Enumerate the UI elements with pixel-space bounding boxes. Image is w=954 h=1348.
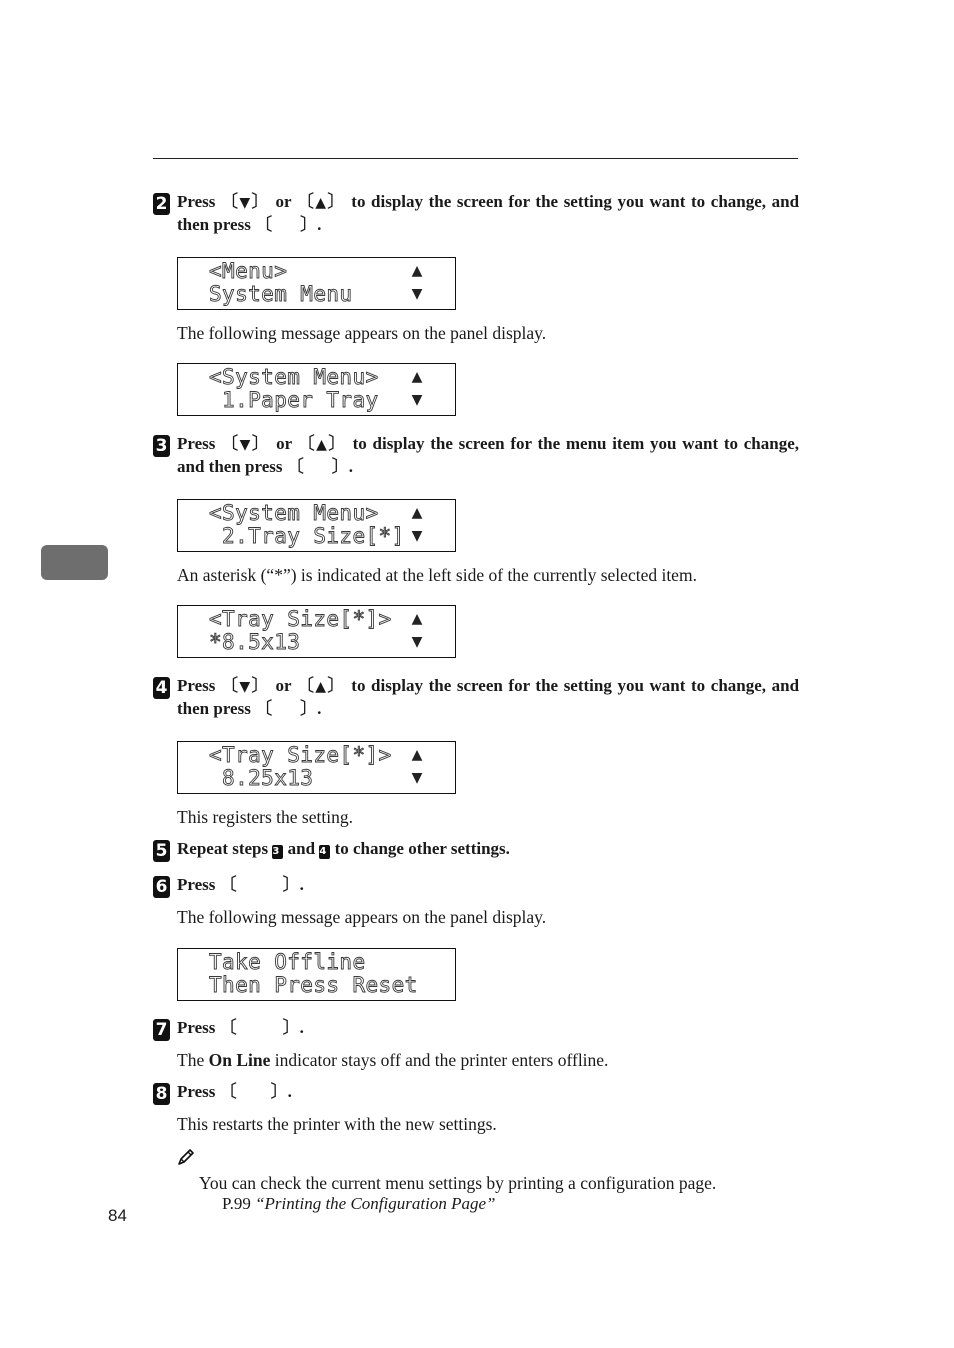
lcd-display-tray-size-item xyxy=(177,499,456,552)
pencil-note-icon xyxy=(176,1148,196,1168)
step-text: Repeat steps 3 and 4 to change other settings. xyxy=(177,839,510,858)
paragraph: An asterisk (“*”) is indicated at the left side of the currently selected item. xyxy=(177,565,697,585)
scroll-up-icon: ▲ xyxy=(411,747,423,763)
scroll-up-icon: ▲ xyxy=(411,611,423,627)
lcd-display-take-offline xyxy=(177,948,456,1001)
lcd-line-1: Take Offline xyxy=(209,950,366,974)
step-number: 5 xyxy=(153,840,170,862)
paragraph: The On Line indicator stays off and the printer enters offline. xyxy=(177,1050,609,1070)
up-key: ▲ xyxy=(315,679,328,695)
lcd-line-1: <Menu> xyxy=(209,259,288,283)
up-key: ▲ xyxy=(316,437,329,453)
reference-link[interactable] xyxy=(222,1193,782,1215)
paragraph: This registers the setting. xyxy=(177,807,353,827)
note-text: You can check the current menu settings by printing a configuration page. xyxy=(199,1173,717,1193)
step-ref-4: 4 xyxy=(319,845,330,859)
reference-page: P.99 xyxy=(222,1194,251,1213)
step-text: Press 〔▼〕 or 〔▲〕 to display the screen for the setting you want to change, and then press 〔 〕. xyxy=(177,676,800,718)
step-number: 6 xyxy=(153,876,170,898)
scroll-down-icon: ▼ xyxy=(411,770,423,786)
down-key: ▼ xyxy=(239,437,252,453)
step-number: 4 xyxy=(153,677,170,699)
lcd-line-2: 2.Tray Size[*] xyxy=(209,524,405,548)
down-key: ▼ xyxy=(239,679,252,695)
step-6 xyxy=(153,874,799,895)
step-text: Press 〔 〕. xyxy=(177,1082,292,1101)
lcd-line-1: <System Menu> xyxy=(209,365,379,389)
reference-title: “Printing the Configuration Page” xyxy=(255,1194,496,1213)
paragraph: The following message appears on the panel display. xyxy=(177,907,547,927)
step-number: 3 xyxy=(153,435,170,457)
page-number: 84 xyxy=(108,1206,127,1225)
lcd-line-2: Then Press Reset xyxy=(209,973,418,997)
scroll-up-icon: ▲ xyxy=(411,505,423,521)
chapter-tab xyxy=(41,545,108,580)
step-ref-3: 3 xyxy=(272,845,283,859)
lcd-line-1: <System Menu> xyxy=(209,501,379,525)
paragraph: This restarts the printer with the new settings. xyxy=(177,1114,497,1134)
on-line-indicator-label: On Line xyxy=(208,1050,271,1070)
lcd-line-1: <Tray Size[*]> xyxy=(209,607,392,631)
step-text: Press 〔 〕. xyxy=(177,875,304,894)
scroll-down-icon: ▼ xyxy=(411,392,423,408)
scroll-up-icon: ▲ xyxy=(411,369,423,385)
lcd-line-2: *8.5x13 xyxy=(209,630,301,654)
step-text: Press 〔▼〕 or 〔▲〕 to display the screen for the menu item you want to change, and then press 〔 〕. xyxy=(177,434,800,476)
step-number: 7 xyxy=(153,1019,170,1041)
step-4 xyxy=(153,675,799,719)
scroll-down-icon: ▼ xyxy=(411,286,423,302)
step-5 xyxy=(153,838,799,859)
step-2 xyxy=(153,191,799,235)
step-text: Press 〔 〕. xyxy=(177,1018,304,1037)
lcd-display-menu xyxy=(177,257,456,310)
lcd-line-2: System Menu xyxy=(209,282,353,306)
up-key: ▲ xyxy=(315,195,328,211)
step-7 xyxy=(153,1017,799,1038)
down-key: ▼ xyxy=(239,195,252,211)
lcd-display-tray-size-new xyxy=(177,741,456,794)
lcd-line-2: 8.25x13 xyxy=(209,766,314,790)
step-number: 8 xyxy=(153,1083,170,1105)
lcd-line-2: 1.Paper Tray xyxy=(209,388,379,412)
lcd-display-tray-size-current xyxy=(177,605,456,658)
step-number: 2 xyxy=(153,193,170,215)
step-8 xyxy=(153,1081,799,1102)
lcd-display-system-menu xyxy=(177,363,456,416)
scroll-down-icon: ▼ xyxy=(411,634,423,650)
scroll-up-icon: ▲ xyxy=(411,263,423,279)
step-text: Press 〔▼〕 or 〔▲〕 to display the screen for the setting you want to change, and then press 〔 〕. xyxy=(177,192,800,234)
scroll-down-icon: ▼ xyxy=(411,528,423,544)
lcd-line-1: <Tray Size[*]> xyxy=(209,743,392,767)
step-3 xyxy=(153,433,799,477)
paragraph: The following message appears on the panel display. xyxy=(177,323,547,343)
header-rule xyxy=(153,158,798,159)
